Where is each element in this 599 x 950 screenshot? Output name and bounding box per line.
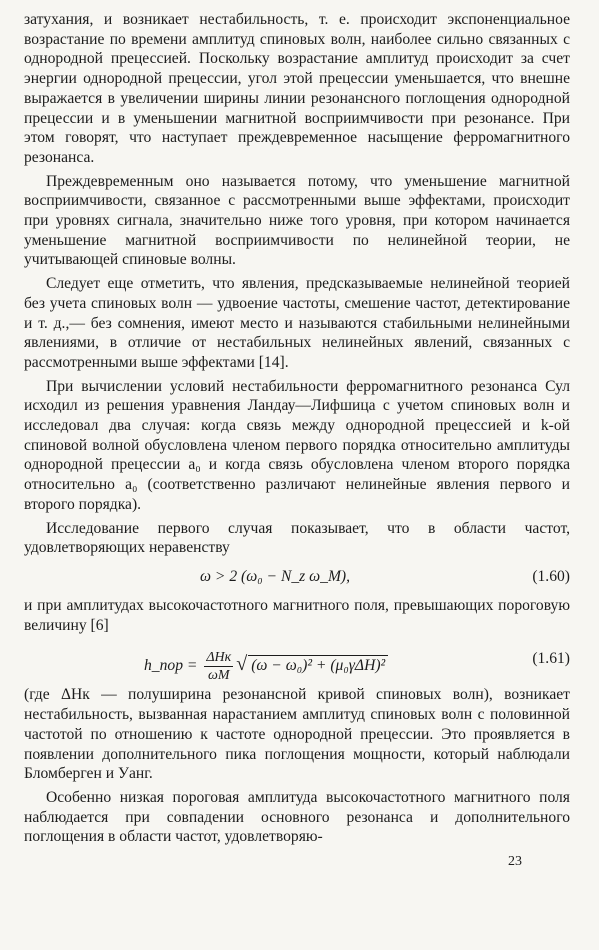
equation-1-61-radicand: (ω − ω₀)² + (μ₀γΔH)² [248, 655, 388, 676]
equation-1-60 [24, 558, 570, 596]
equation-1-60-expression: ω > 2 (ω₀ − N_z ω_M), [200, 567, 351, 585]
equation-1-61-expression [144, 649, 388, 684]
equation-1-61-fraction [204, 649, 233, 684]
paragraph-1: затухания, и возникает нестабильность, т. е. происходит экспоненциальное возрастание по времени амплитуд спиновых волн, наиболее сильно связанных с однородной прецессией. Поскольку возрастание амплитуд происходит за счет энергии однородной прецессии, угол этой прецессии уменьшается, что внешне выражается в увеличении ширины линии резонансного поглощения однородной прецессии и в уменьшении магнитной восприимчивости при резонансе. При этом говорят, что наступает преждевременное насыщение ферромагнитного резонанса. [24, 11, 570, 166]
paragraph-7: (где ΔHк — полуширина резонансной кривой спиновых волн), возникает нестабильность, вызванная нарастанием амплитуд спиновых волн с половинной частотой по отношению к частоте однородной прецессии. Это проявляется в появлении дополнительного пика поглощения мощности, который наблюдали Бломберген и Уанг. [24, 686, 570, 783]
square-root-sign: √ [236, 653, 248, 676]
paragraph-6: и при амплитудах высокочастотного магнитного поля, превышающих пороговую величину [6] [24, 596, 570, 634]
paragraph-4: При вычислении условий нестабильности ферромагнитного резонанса Сул исходил из решения уравнения Ландау—Лифшица с учетом спиновых волн и исследовал два случая: когда связь между однородной прецессией и k-ой спиновой волной обусловлена членом первого порядка относительно амплитуды однородной прецессии a₀ и когда связь обусловлена членом второго порядка относительно a₀ (соответственно различают нелинейные явления первого и второго порядка). [24, 377, 570, 513]
page-number: 23 [508, 854, 522, 869]
body-text [24, 10, 570, 847]
equation-1-61-number: (1.61) [532, 650, 570, 668]
equation-1-61-lhs: h_пор = [144, 657, 198, 675]
fraction-denominator: ωM [207, 668, 230, 684]
paragraph-8: Особенно низкая пороговая амплитуда высокочастотного магнитного поля наблюдается при совпадении основного резонанса и дополнительного поглощения в области частот, удовлетворяю- [24, 788, 570, 846]
equation-1-60-number: (1.60) [532, 567, 570, 585]
equation-1-61 [24, 635, 570, 685]
fraction-numerator: ΔHк [206, 650, 232, 666]
paragraph-2: Преждевременным оно называется потому, что уменьшение магнитной восприимчивости, связанное с рассмотренными выше эффектами, происходит при уровнях сигнала, значительно ниже того уровня, при котором начинается уменьшение магнитной восприимчивости по нелинейной теории, не учитывающей спиновые волны. [24, 172, 570, 269]
paragraph-5: Исследование первого случая показывает, что в области частот, удовлетворяющих неравенству [24, 519, 570, 557]
paragraph-3: Следует еще отметить, что явления, предсказываемые нелинейной теорией без учета спиновых волн — удвоение частоты, смешение частот, детектирование и т. д.,— без сомнения, имеют место и называются стабильными нелинейными явлениями, в отличие от нестабильных нелинейных явлений, связанных с рассмотренными выше эффектами [14]. [24, 275, 570, 371]
